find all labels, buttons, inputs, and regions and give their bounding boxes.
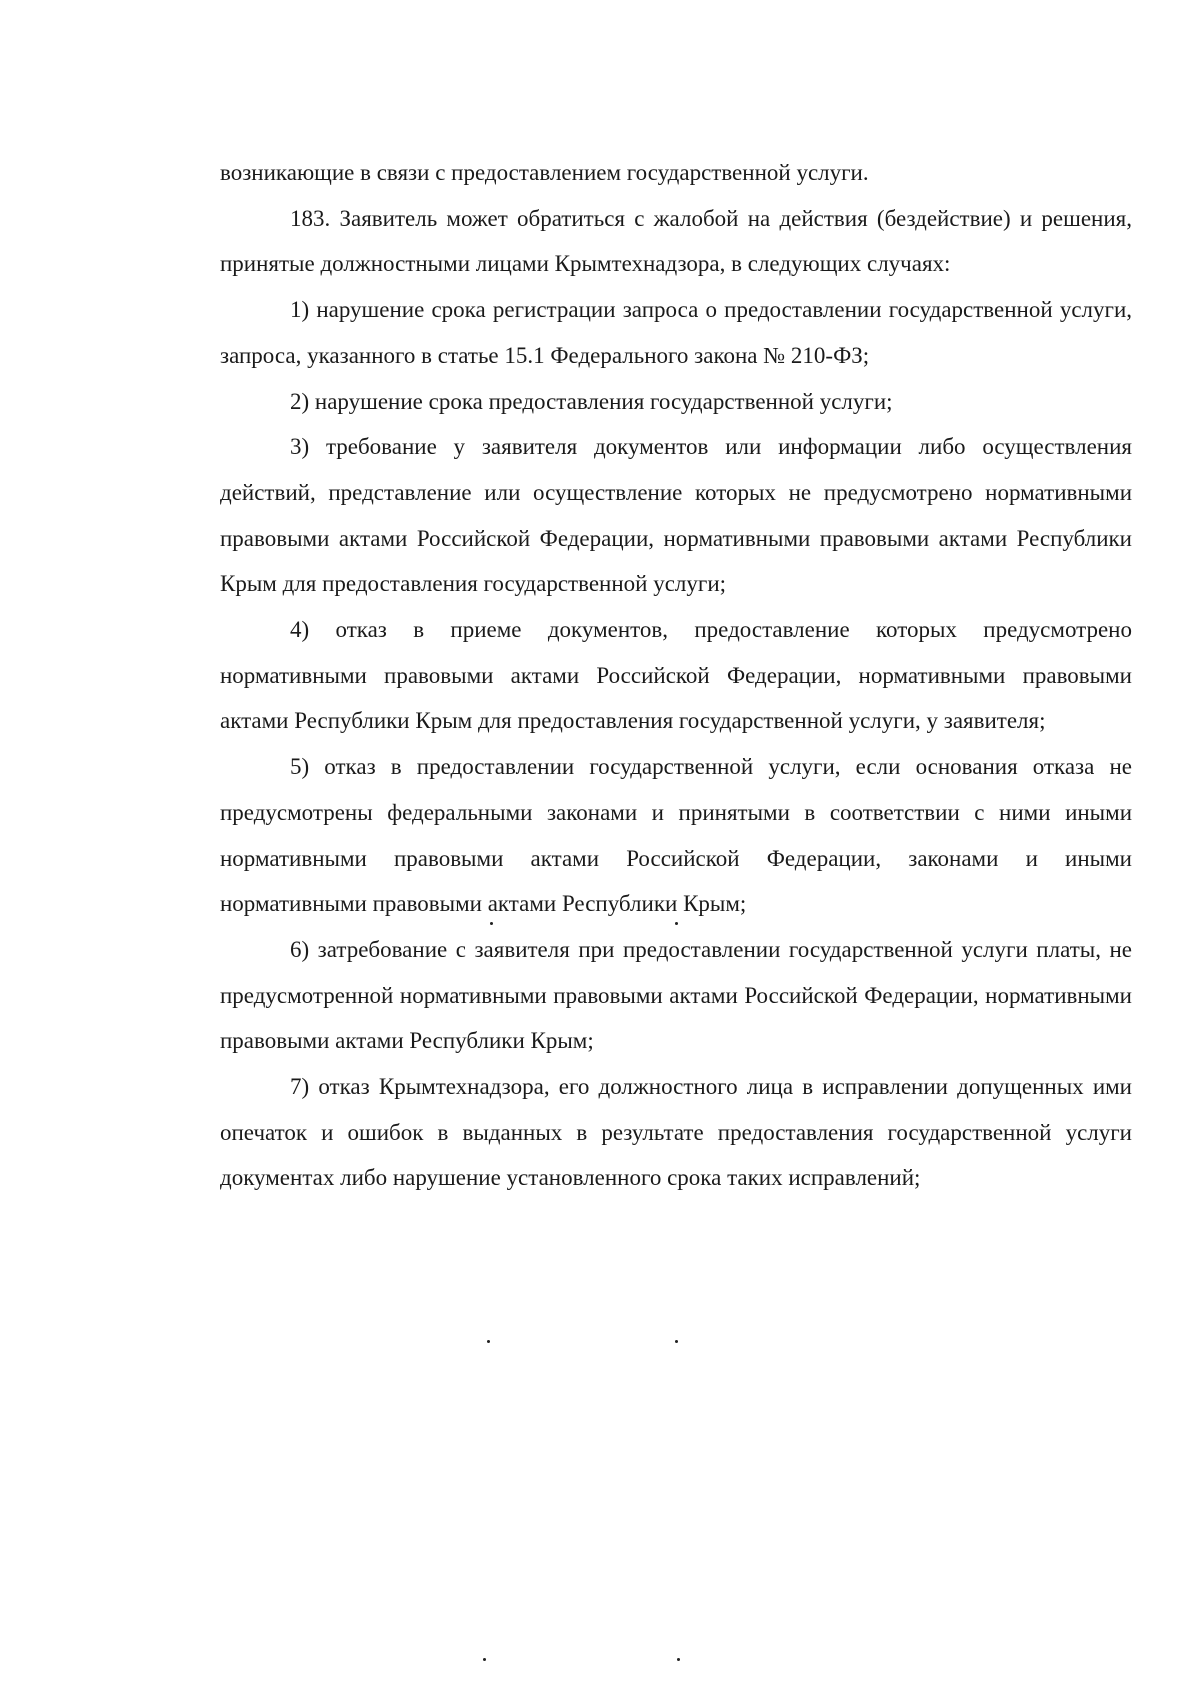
list-item-7: 7) отказ Крымтехнадзора, его должностного лица в исправлении допущенных ими опечаток и ошибок в выданных в результате предоставления государственной услуги документах либо нарушение установленного срока таких исправлений; — [220, 1074, 1132, 1191]
list-item-3: 3) требование у заявителя документов или информации либо осуществления действий, представление или осуществление которых не предусмотрено нормативными правовыми актами Российской Федерации, нормативными правовыми актами Республики Крым для предоставления государственной услуги; — [220, 434, 1132, 597]
list-item-2: 2) нарушение срока предоставления государственной услуги; — [290, 388, 893, 414]
scan-speck — [677, 1658, 680, 1661]
scan-speck — [675, 922, 678, 925]
scan-speck — [487, 1340, 490, 1343]
list-item-5: 5) отказ в предоставлении государственной услуги, если основания отказа не предусмотрены федеральными законами и принятыми в соответствии с ними иными нормативными правовыми актами Российской Федерации, законами и иными нормативными правовыми актами Республики Крым; — [220, 754, 1132, 917]
list-item-1: 1) нарушение срока регистрации запроса о предоставлении государственной услуги, запроса, указанного в статье 15.1 Федерального закона № 210-ФЗ; — [220, 297, 1132, 368]
list-item-4: 4) отказ в приеме документов, предоставление которых предусмотрено нормативными правовыми актами Российской Федерации, нормативными правовыми актами Республики Крым для предоставления государственной услуги, у заявителя; — [220, 617, 1132, 734]
document-body — [220, 150, 1132, 1201]
scan-speck — [675, 1340, 678, 1343]
scan-speck — [483, 1658, 486, 1661]
scan-speck — [490, 922, 493, 925]
paragraph-continuation: возникающие в связи с предоставлением государственной услуги. — [220, 160, 869, 185]
paragraph-clause-183: 183. Заявитель может обратиться с жалобой на действия (бездействие) и решения, принятые должностными лицами Крымтехнадзора, в следующих случаях: — [220, 205, 1132, 277]
list-item-6: 6) затребование с заявителя при предоставлении государственной услуги платы, не предусмотренной нормативными правовыми актами Российской Федерации, нормативными правовыми актами Республики Крым; — [220, 936, 1132, 1054]
